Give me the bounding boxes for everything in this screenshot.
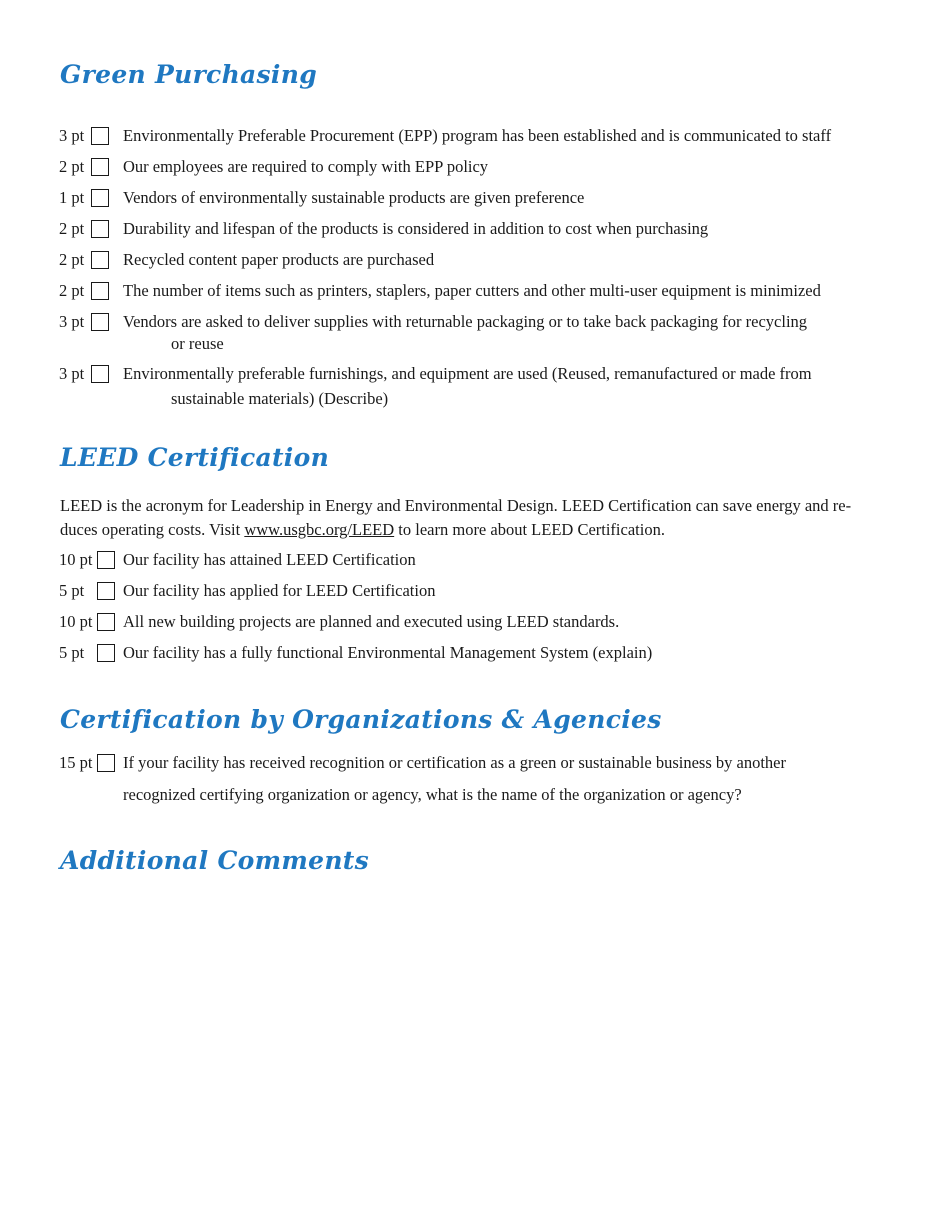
- points-label: 3 pt: [59, 126, 85, 145]
- points-label: 10 pt: [59, 612, 93, 631]
- item-text: Our employees are required to comply with EPP policy: [123, 157, 489, 176]
- leed-intro-line1: LEED is the acronym for Leadership in Energy and Environmental Design. LEED Certification can save energy and re-: [60, 496, 852, 515]
- item-text: Vendors are asked to deliver supplies with returnable packaging or to take back packaging for recycling: [123, 312, 808, 331]
- points-label: 15 pt: [59, 753, 93, 772]
- points-label: 3 pt: [59, 364, 85, 383]
- points-label: 1 pt: [59, 188, 85, 207]
- usgbc-link[interactable]: www.usgbc.org/LEED: [244, 520, 395, 539]
- item-text: Environmentally Preferable Procurement (EPP) program has been established and is communicated to staff: [123, 126, 832, 145]
- checkbox[interactable]: [91, 365, 109, 383]
- certification-organizations-heading: Certification by Organizations & Agencies: [60, 705, 662, 734]
- item-text: The number of items such as printers, staplers, paper cutters and other multi-user equipment is minimized: [123, 281, 821, 300]
- points-label: 5 pt: [59, 643, 85, 662]
- checkbox[interactable]: [91, 158, 109, 176]
- item-text-continuation: recognized certifying organization or agency, what is the name of the organization or agency?: [123, 785, 742, 804]
- checkbox[interactable]: [91, 189, 109, 207]
- checkbox[interactable]: [91, 313, 109, 331]
- checkbox[interactable]: [91, 282, 109, 300]
- leed-intro-paragraph: [60, 494, 890, 542]
- points-label: 2 pt: [59, 157, 85, 176]
- points-label: 5 pt: [59, 581, 85, 600]
- item-text: Our facility has a fully functional Environmental Management System (explain): [123, 643, 653, 662]
- points-label: 2 pt: [59, 281, 85, 300]
- checkbox[interactable]: [91, 251, 109, 269]
- checkbox[interactable]: [97, 613, 115, 631]
- green-purchasing-heading: Green Purchasing: [60, 60, 317, 89]
- checkbox[interactable]: [91, 127, 109, 145]
- item-text: Our facility has attained LEED Certification: [123, 550, 416, 569]
- item-text-continuation: or reuse: [171, 334, 224, 353]
- additional-comments-heading: Additional Comments: [60, 846, 370, 875]
- item-text: If your facility has received recognition or certification as a green or sustainable business by another: [123, 753, 786, 772]
- item-text: Vendors of environmentally sustainable products are given preference: [123, 188, 585, 207]
- item-text: All new building projects are planned and executed using LEED standards.: [123, 612, 620, 631]
- checkbox[interactable]: [97, 754, 115, 772]
- points-label: 2 pt: [59, 219, 85, 238]
- points-label: 10 pt: [59, 550, 93, 569]
- item-text: Our facility has applied for LEED Certification: [123, 581, 436, 600]
- item-text-continuation: sustainable materials) (Describe): [171, 389, 389, 408]
- item-text: Durability and lifespan of the products is considered in addition to cost when purchasing: [123, 219, 709, 238]
- checkbox[interactable]: [97, 644, 115, 662]
- leed-intro-line2-after: to learn more about LEED Certification.: [394, 520, 665, 539]
- points-label: 2 pt: [59, 250, 85, 269]
- item-text: Environmentally preferable furnishings, and equipment are used (Reused, remanufactured or made from: [123, 364, 812, 383]
- points-label: 3 pt: [59, 312, 85, 331]
- leed-certification-heading: LEED Certification: [60, 443, 330, 472]
- checkbox[interactable]: [97, 582, 115, 600]
- checkbox[interactable]: [91, 220, 109, 238]
- leed-intro-line2-before: duces operating costs. Visit: [60, 520, 245, 539]
- item-text: Recycled content paper products are purchased: [123, 250, 435, 269]
- checkbox[interactable]: [97, 551, 115, 569]
